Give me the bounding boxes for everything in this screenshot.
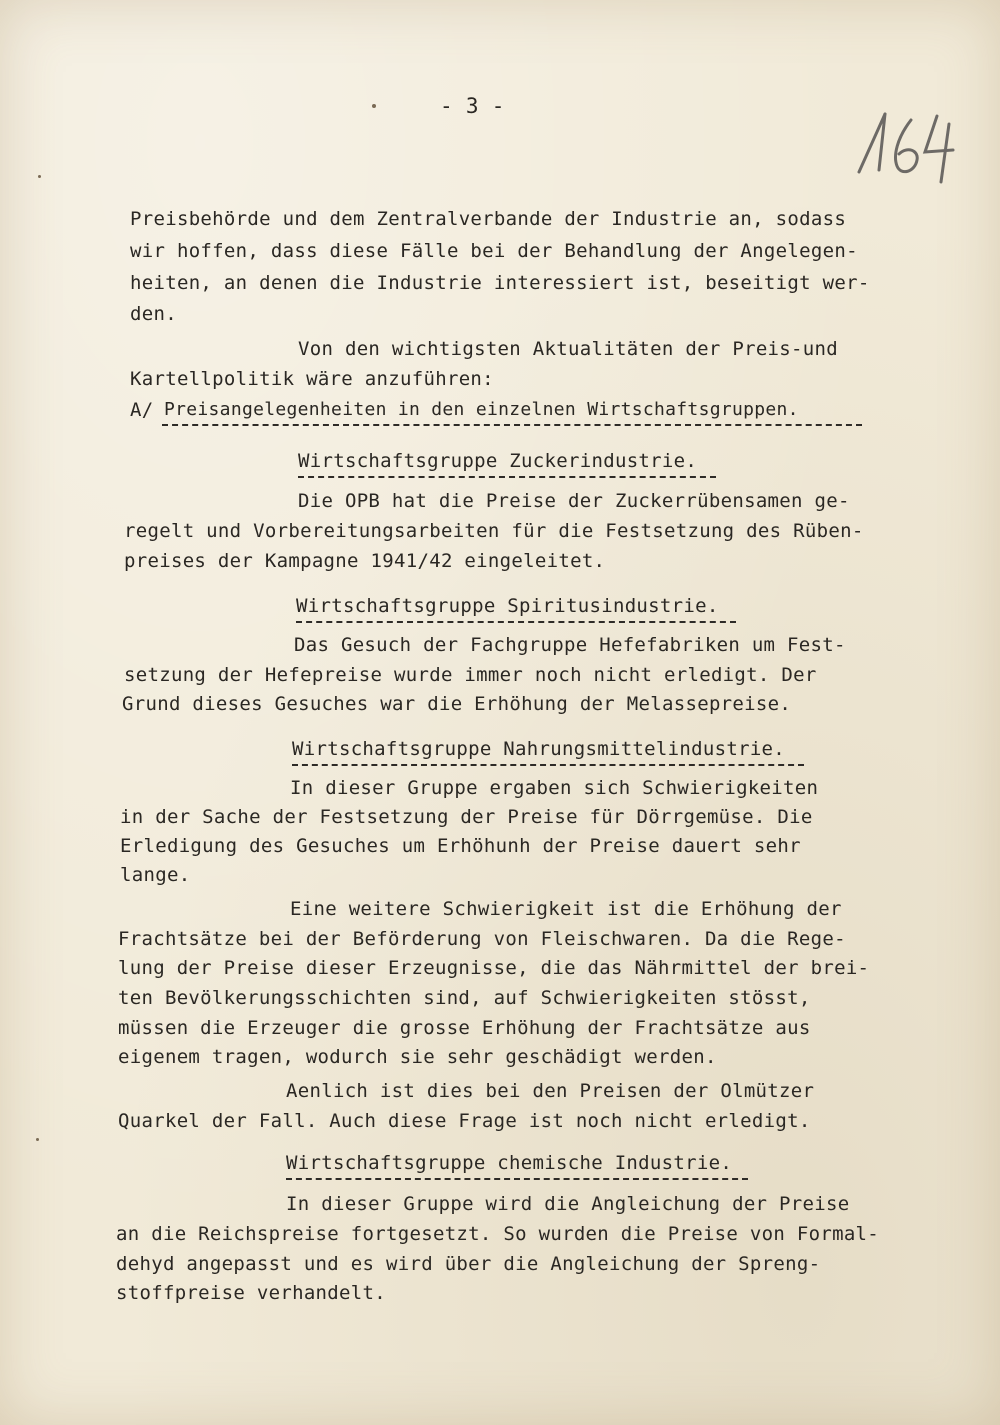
text-line: lung der Preise dieser Erzeugnisse, die das Nährmittel der brei- [118,957,870,979]
text-line: ten Bevölkerungsschichten sind, auf Schwierigkeiten stösst, [118,987,811,1009]
subheading-underline [296,621,736,623]
text-line: Grund dieses Gesuches war die Erhöhung der Melassepreise. [122,693,792,715]
text-line: Frachtsätze bei der Beförderung von Fleischwaren. Da die Rege- [118,928,846,950]
text-line: lange. [120,864,191,886]
text-line: Aenlich ist dies bei den Preisen der Olmützer [286,1080,815,1102]
subheading: Wirtschaftsgruppe Nahrungsmittelindustrie. [292,738,786,760]
section-marker: A/ [130,399,154,421]
section-heading: Preisangelegenheiten in den einzelnen Wirtschaftsgruppen. [164,399,799,420]
text-line: Von den wichtigsten Aktualitäten der Preis-und [298,338,838,360]
text-line: wir hoffen, dass diese Fälle bei der Behandlung der Angelegen- [130,240,858,262]
text-line: Das Gesuch der Fachgruppe Hefefabriken um Fest- [294,634,846,656]
subheading-underline [298,476,716,478]
page-speck [38,175,41,178]
text-line: stoffpreise verhandelt. [116,1282,386,1304]
text-line: in der Sache der Festsetzung der Preise für Dörrgemüse. Die [120,806,813,828]
subheading: Wirtschaftsgruppe Zuckerindustrie. [298,450,698,472]
page-speck [372,104,376,108]
handwritten-folio-number [845,100,965,200]
text-line: Preisbehörde und dem Zentralverbande der Industrie an, sodass [130,208,847,230]
subheading-underline [292,764,804,766]
text-line: Erledigung des Gesuches um Erhöhunh der Preise dauert sehr [120,835,801,857]
text-line: Eine weitere Schwierigkeit ist die Erhöhung der [290,898,842,920]
text-line: den. [130,303,177,325]
text-line: eigenem tragen, wodurch sie sehr geschädigt werden. [118,1046,717,1068]
subheading: Wirtschaftsgruppe chemische Industrie. [286,1152,733,1174]
text-line: preises der Kampagne 1941/42 eingeleitet. [124,550,606,572]
subheading: Wirtschaftsgruppe Spiritusindustrie. [296,595,719,617]
page-speck [36,1138,39,1141]
text-line: müssen die Erzeuger die grosse Erhöhung der Frachtsätze aus [118,1017,811,1039]
text-line: Kartellpolitik wäre anzuführen: [130,368,494,390]
text-line: heiten, an denen die Industrie interessiert ist, beseitigt wer- [130,272,870,294]
text-line: Quarkel der Fall. Auch diese Frage ist noch nicht erledigt. [118,1110,811,1132]
text-line: In dieser Gruppe wird die Angleichung der Preise [286,1193,850,1215]
subheading-underline [286,1178,748,1180]
page-number: - 3 - [440,94,505,118]
text-line: setzung der Hefepreise wurde immer noch nicht erledigt. Der [124,664,817,686]
text-line: Die OPB hat die Preise der Zuckerrübensamen ge- [298,490,850,512]
heading-underline [162,424,862,426]
text-line: regelt und Vorbereitungsarbeiten für die Festsetzung des Rüben- [124,520,864,542]
text-line: dehyd angepasst und es wird über die Angleichung der Spreng- [116,1253,821,1275]
text-line: In dieser Gruppe ergaben sich Schwierigkeiten [290,777,819,799]
text-line: an die Reichspreise fortgesetzt. So wurden die Preise von Formal- [116,1223,880,1245]
